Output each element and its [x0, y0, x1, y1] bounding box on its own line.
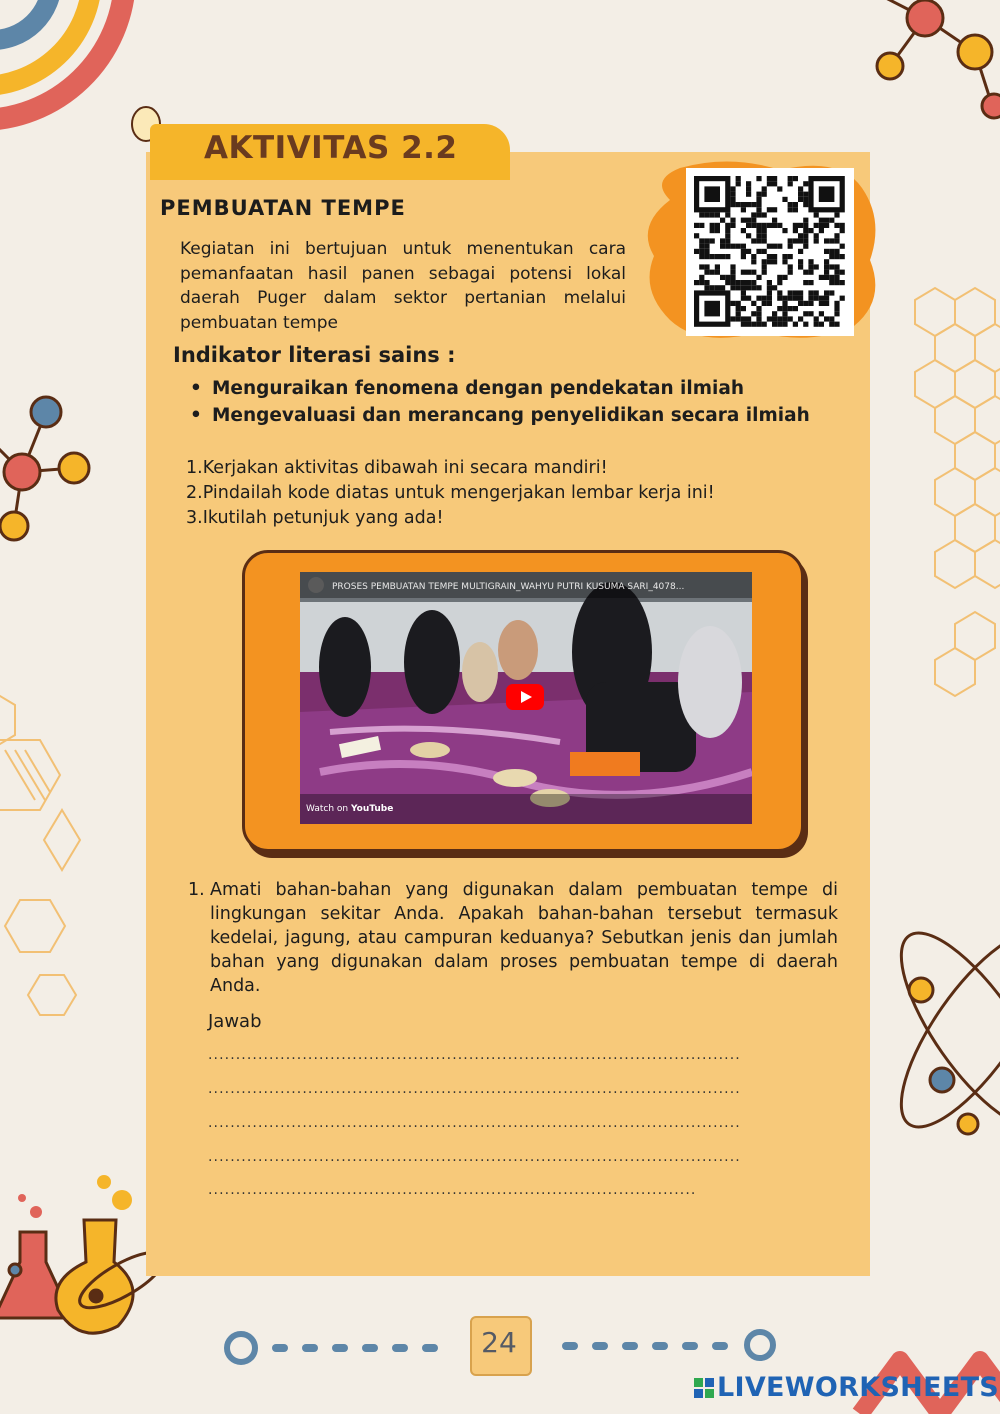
- instruction-step: 3.Ikutilah petunjuk yang ada!: [186, 508, 444, 528]
- hexagon-pattern: [915, 288, 1000, 696]
- indicator-list: [188, 375, 810, 429]
- molecule-top-right-icon: [877, 0, 1000, 118]
- video-player[interactable]: [300, 572, 752, 824]
- answer-line[interactable]: ........................................................................................: [208, 1182, 697, 1198]
- hexagon-left-pattern: [0, 690, 80, 1015]
- answer-line[interactable]: ................................................................................................: [208, 1081, 741, 1097]
- play-button[interactable]: [506, 684, 544, 710]
- question-1: [188, 878, 838, 998]
- indicator-title: Indikator literasi sains :: [173, 343, 456, 367]
- answer-line[interactable]: ................................................................................................: [208, 1115, 741, 1131]
- instruction-step: 1.Kerjakan aktivitas dibawah ini secara mandiri!: [186, 458, 608, 478]
- video-title: PROSES PEMBUATAN TEMPE MULTIGRAIN_WAHYU PUTRI KUSUMA SARI_4078...: [332, 582, 685, 592]
- answer-label: Jawab: [208, 1011, 262, 1032]
- atom-right-icon: [876, 913, 1000, 1147]
- rainbow-decoration: [0, 0, 125, 120]
- watch-on-youtube-link[interactable]: Watch on YouTube: [306, 804, 394, 814]
- activity-intro: Kegiatan ini bertujuan untuk menentukan cara pemanfaatan hasil panen sebagai potensi lokal daerah Puger dalam sektor pertanian melalui pembuatan tempe: [180, 239, 626, 333]
- page-number: 24: [481, 1326, 517, 1359]
- activity-title: AKTIVITAS 2.2: [204, 130, 458, 166]
- question-number: 1.: [188, 880, 205, 900]
- indicator-item: • Menguraikan fenomena dengan pendekatan ilmiah: [188, 375, 810, 402]
- instruction-steps: [186, 456, 715, 531]
- indicator-item: • Mengevaluasi dan merancang penyelidikan secara ilmiah: [188, 402, 810, 429]
- qr-code-icon: [686, 168, 854, 336]
- liveworksheets-brand[interactable]: LIVEWORKSHEETS: [717, 1372, 1000, 1403]
- liveworksheets-logo-icon: [694, 1378, 714, 1398]
- activity-subtitle: PEMBUATAN TEMPE: [160, 196, 406, 220]
- qr-code[interactable]: [686, 168, 854, 336]
- molecule-left-icon: [0, 397, 89, 540]
- youtube-logo: YouTube: [350, 804, 394, 814]
- instruction-step: 2.Pindailah kode diatas untuk mengerjakan lembar kerja ini!: [186, 483, 715, 503]
- question-text: Amati bahan-bahan yang digunakan dalam pembuatan tempe di lingkungan sekitar Anda. Apakah bahan-bahan tersebut termasuk kedelai, jagung, atau campuran keduanya? Sebutkan jenis dan jumlah bahan yang digunakan dalam proses pembuatan tempe di daerah Anda.: [210, 880, 838, 996]
- answer-line[interactable]: ................................................................................................: [208, 1047, 741, 1063]
- play-icon: [506, 684, 544, 710]
- answer-line[interactable]: ................................................................................................: [208, 1149, 741, 1165]
